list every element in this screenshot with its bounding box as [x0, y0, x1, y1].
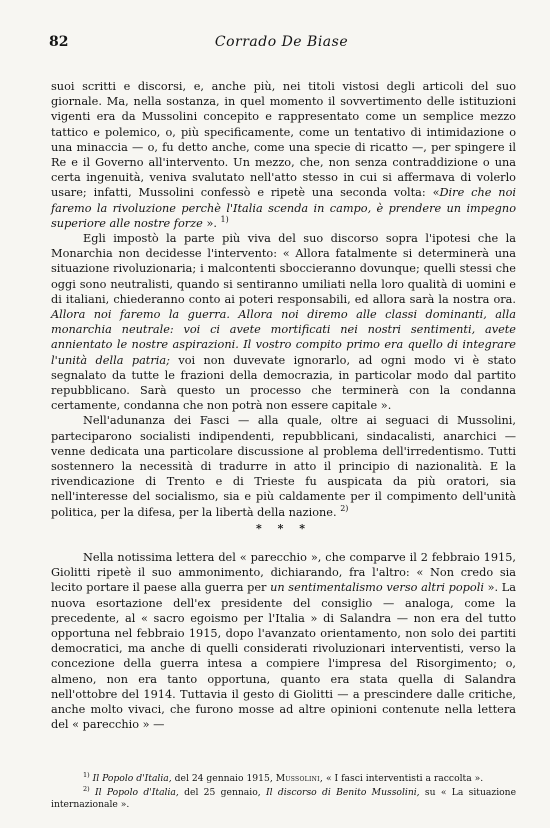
paragraph-4-quote: un sentimentalismo verso altri popoli [270, 581, 484, 595]
paragraph-4-text: Nella notissima lettera del « parecchio », che comparve il 2 febbraio 1915, Giolitti ripetè il suo ammonimento, dichiarando, fra l'altro: « Non credo sia lecito portare il paese alla guerra per [51, 551, 516, 595]
footnote-1-date: del 24 gennaio 1915, [174, 773, 273, 784]
paragraph-4-close: ». La nuova esortazione dell'ex presidente del consiglio — analoga, come la precedente, al « sacro egoismo per l'Italia » di Salandra — non era del tutto opportuna nel febbraio 1915, dopo l'avanzato orientamento, non solo dei partiti democratici, ma anche di quelli considerati rivoluzionari interventisti, verso la concezione della guerra intesa a compiere l'impresa del Risorgimento; o, almeno, non era tanto opportuna, quanto era stata quella di Salandra nell'ottobre del 1914. Tuttavia il gesto di Giolitti — a prescindere dalle critiche, anche molto vivaci, che furono mosse ad altre opinioni contenute nella lettera del « parecchio » — [51, 581, 517, 732]
paragraph-1-text: suoi scritti e discorsi, e, anche più, nei titoli vistosi degli articoli del suo giornale. Ma, nella sostanza, in quel momento il sovvertimento delle istituzioni vigenti era da Mussolini concepito e rappresentato come un semplice mezzo tattico e polemico, o, più specificamente, come un tentativo di intimidazione o una minaccia — o, fu detto anche, come una specie di ricatto —, per spingere il Re e il Governo all'intervento. Un mezzo, che, non senza contraddizione o una certa ingenuità, veniva svalutato nell'atto stesso in cui si affermava di volerlo usare; infatti, Mussolini confessò e ripetè una seconda volta: « [51, 80, 516, 200]
footnotes [51, 770, 517, 814]
footnote-1 [51, 770, 516, 785]
footnote-1-author: Mussolini, [275, 773, 324, 784]
footnote-1-number: 1) [83, 770, 90, 779]
paragraph-2-quote: Allora noi faremo la guerra. Allora noi diremo alle classi dominanti, alla monarchia neutrale: voi ci avete mortificati nei nostri sentimenti, avete annientato le nostre aspirazioni. Il vostro compito primo era quello di integrare l'unità della patria; [51, 308, 516, 367]
paragraph-2 [51, 231, 516, 413]
paragraph-1-quote: Dire che noi faremo la rivoluzione perchè l'Italia scenda in campo, è prendere un impegno superiore alle nostre forze [51, 186, 516, 230]
paragraph-1-close: ». [206, 216, 217, 230]
footnote-2-number: 2) [83, 785, 90, 794]
page-number: 82 [49, 34, 69, 50]
paragraph-2-text: Egli impostò la parte più viva del suo discorso sopra l'ipotesi che la Monarchia non decidesse l'intervento: « Allora fatalmente si determinerà una situazione rivoluzionaria; i malcontenti sboccieranno dovunque; quelli stessi che oggi sono neutralisti, quando si sentiranno umiliati nella loro qualità di uomini e di italiani, chiederanno conto ai poteri responsabili, ed allora sarà la nostra ora. [51, 232, 516, 306]
running-header [49, 34, 514, 52]
paragraph-1 [51, 79, 516, 231]
main-text-continued [51, 550, 516, 732]
paragraph-4 [51, 550, 516, 732]
running-title: Corrado De Biase [214, 34, 349, 50]
footnote-ref-2: 2) [340, 503, 349, 513]
footnote-2-rest: su « La situazione internazionale ». [51, 787, 517, 811]
footnote-2-date: del 25 gennaio, [184, 787, 261, 799]
footnote-1-title: « I fasci interventisti a raccolta ». [326, 773, 484, 784]
footnote-2 [51, 787, 516, 811]
section-separator: * * * [256, 522, 311, 535]
footnote-1-source: Il Popolo d'Italia, [92, 773, 172, 784]
main-text [51, 79, 516, 520]
paragraph-3-text: Nell'adunanza dei Fasci — alla quale, oltre ai seguaci di Mussolini, parteciparono socialisti indipendenti, repubblicani, sindacalisti, anarchici — venne dedicata una particolare discussione al problema dell'irredentismo. Tutti sostennero la necessità di tradurre in atto il principio di nazionalità. E la rivendicazione di Trento e di Trieste fu auspicata da più oratori, sia nell'interesse del socialismo, sia e più caldamente per il compimento dell'unità politica, per la difesa, per la libertà della nazione. [51, 414, 516, 519]
footnote-2-title: Il discorso di Benito Mussolini, [265, 787, 420, 799]
paragraph-2-close: voi non duvevate ignorarlo, ad ogni modo vi è stato segnalato da tutte le frazioni della democrazia, in particolar modo dal partito repubblicano. Sarà questo un processo che terminerà con la condanna certamente, condanna che non potrà non essere capitale ». [51, 353, 516, 413]
footnote-2-source: Il Popolo d'Italia, [94, 787, 179, 799]
footnote-ref-1: 1) [220, 215, 229, 225]
paragraph-3 [51, 413, 516, 519]
